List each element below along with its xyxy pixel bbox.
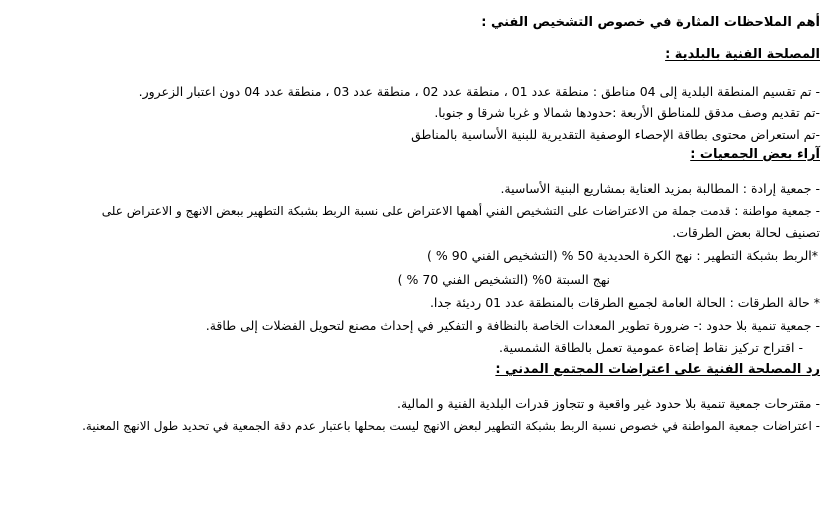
section3-line-2: - اعتراضات جمعية المواطنة في خصوص نسبة الربط بشبكة التطهير لبعض الانهج ليست بمحلها باعتبار عدم دقة الجمعية في تحديد طول الانهج المعنية.: [82, 419, 820, 433]
section2-line-7: - جمعية تنمية بلا حدود :- ضرورة تطوير المعدات الخاصة بالنظافة و التفكير في إحداث مصنع لتحويل الفضلات إلى طاقة.: [205, 318, 820, 333]
section2-line-1: - جمعية إرادة : المطالبة بمزيد العناية بمشاريع البنية الأساسية.: [500, 181, 820, 196]
main-heading: أهم الملاحظات المثارة في خصوص التشخيص الفني :: [481, 15, 820, 30]
section2-heading: آراء بعض الجمعيات :: [690, 147, 820, 162]
section3-heading: رد المصلحة الفنية على اعتراضات المجتمع المدني :: [495, 362, 820, 377]
section2-line-2: - جمعية مواطنة : قدمت جملة من الاعتراضات على التشخيص الفني أهمها الاعتراض على نسبة الربط بشبكة التطهير ببعض الانهج و الاعتراض على: [101, 204, 820, 218]
section2-line-8: - اقتراح تركيز نقاط إضاءة عمومية تعمل بالطاقة الشمسية.: [498, 340, 803, 355]
section3-line-1: - مقترحات جمعية تنمية بلا حدود غير واقعية و تتجاوز قدرات البلدية الفنية و المالية.: [396, 396, 820, 411]
section1-heading: المصلحة الفنية بالبلدية :: [665, 47, 820, 62]
roads-line: * حالة الطرقات : الحالة العامة لجميع الطرقات بالمنطقة عدد 01 رديئة جدا.: [429, 295, 820, 310]
section2-line-3: تصنيف لحالة بعض الطرقات.: [672, 225, 820, 240]
section1-line-2: -تم تقديم وصف مدقق للمناطق الأربعة :حدودها شمالا و غربا شرقا و جنوبا.: [434, 105, 820, 120]
sewer-line-1: *الربط بشبكة التطهير : نهج الكرة الحديدية 50 % (التشخيص الفني 90 % ): [427, 248, 818, 263]
section1-line-3: -تم استعراض محتوى بطاقة الإحصاء الوصفية التقديرية للبنية الأساسية بالمناطق: [411, 127, 820, 142]
sewer-line-2: نهج السبتة 0% (التشخيص الفني 70 % ): [397, 272, 610, 287]
section1-line-1: - تم تقسيم المنطقة البلدية إلى 04 مناطق : منطقة عدد 01 ، منطقة عدد 02 ، منطقة عدد 03 ، منطقة عدد 04 دون اعتبار الزعرور.: [138, 84, 820, 99]
